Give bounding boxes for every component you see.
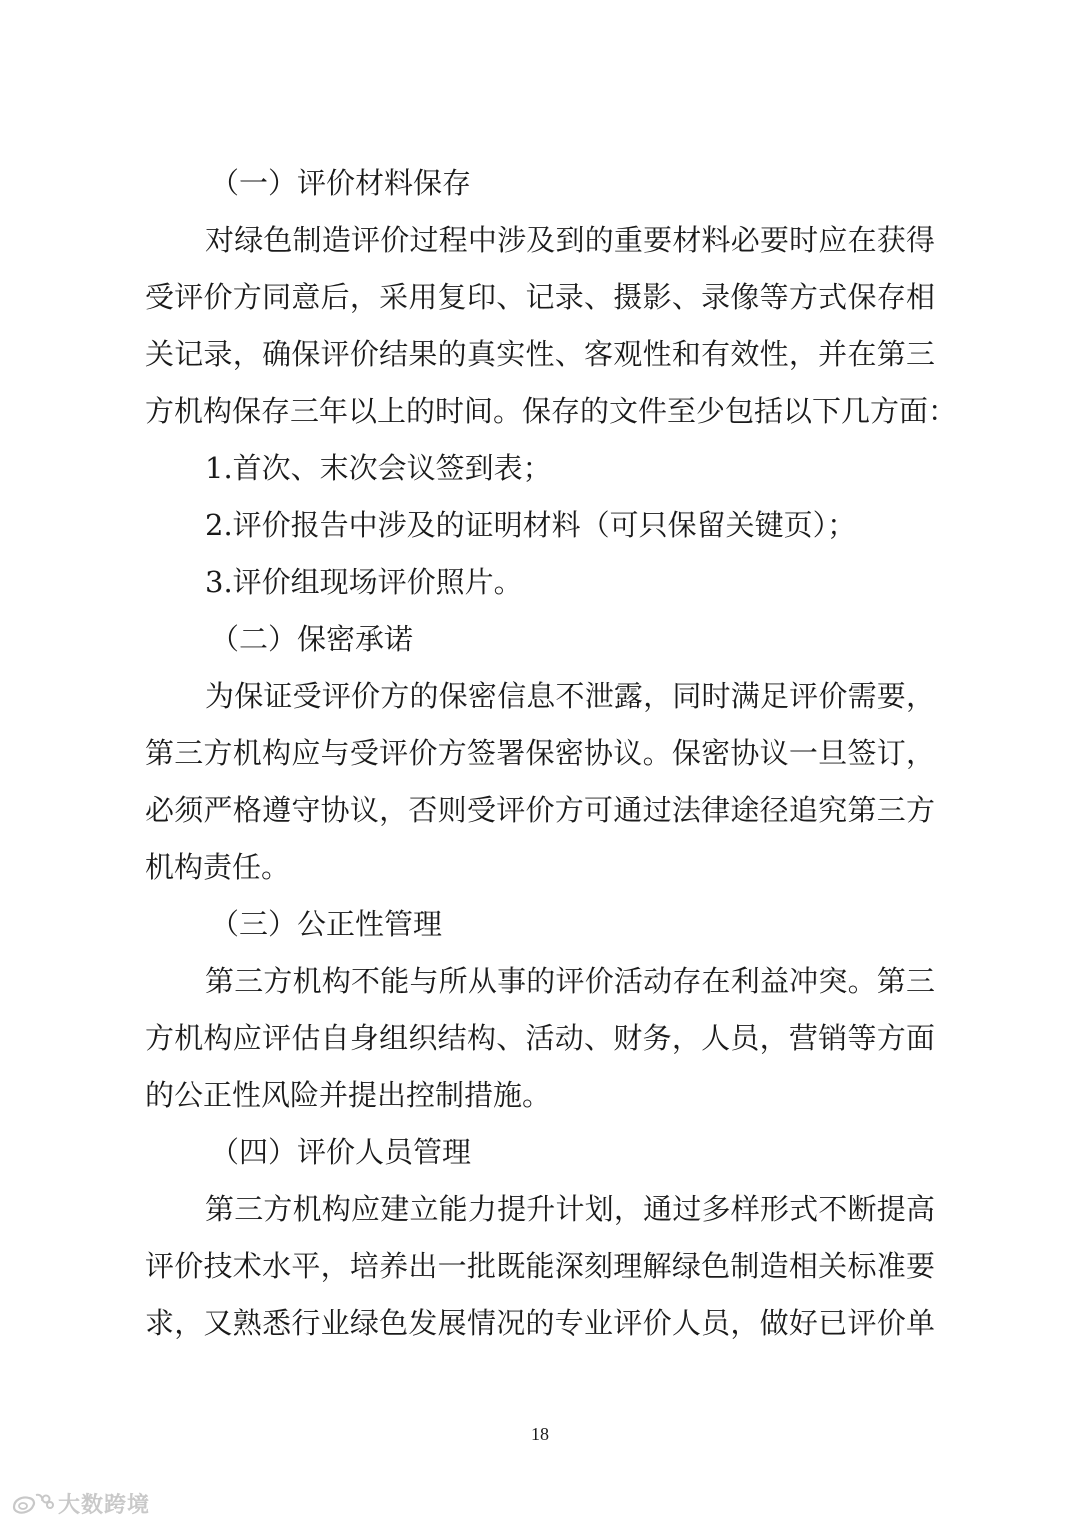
paragraph-line: 方机构保存三年以上的时间。保存的文件至少包括以下几方面： [145, 394, 958, 428]
paragraph-line: 评价技术水平，培养出一批既能深刻理解绿色制造相关标准要 [145, 1249, 935, 1283]
list-item: 3.评价组现场评价照片。 [205, 565, 523, 599]
section-heading-impartiality: （三）公正性管理 [210, 907, 443, 941]
list-item: 1.首次、末次会议签到表； [205, 451, 552, 485]
paragraph-line: 受评价方同意后，采用复印、记录、摄影、录像等方式保存相 [145, 280, 935, 314]
paragraph-line: 的公正性风险并提出控制措施。 [145, 1078, 552, 1112]
watermark-text: 大数跨境 [58, 1492, 151, 1518]
paragraph-line: 为保证受评价方的保密信息不泄露，同时满足评价需要， [205, 679, 935, 713]
paragraph-line: 方机构应评估自身组织结构、活动、财务，人员，营销等方面 [145, 1021, 935, 1055]
list-item: 2.评价报告中涉及的证明材料（可只保留关键页）； [205, 508, 857, 542]
paragraph-line: 第三方机构应与受评价方签署保密协议。保密协议一旦签订， [145, 736, 935, 770]
watermark [8, 1487, 150, 1519]
paragraph-line: 第三方机构应建立能力提升计划，通过多样形式不断提高 [205, 1192, 935, 1226]
paragraph-line: 必须严格遵守协议，否则受评价方可通过法律途径追究第三方 [145, 793, 935, 827]
page-number: 18 [531, 1424, 549, 1444]
weibo-logo-icon [8, 1489, 54, 1517]
paragraph-line: 机构责任。 [145, 850, 291, 884]
section-heading-material-storage: （一）评价材料保存 [210, 166, 472, 200]
paragraph-line: 关记录，确保评价结果的真实性、客观性和有效性，并在第三 [145, 337, 935, 371]
section-heading-confidentiality: （二）保密承诺 [210, 622, 414, 656]
paragraph-line: 对绿色制造评价过程中涉及到的重要材料必要时应在获得 [205, 223, 935, 257]
paragraph-line: 第三方机构不能与所从事的评价活动存在利益冲突。第三 [205, 964, 935, 998]
paragraph-line: 求，又熟悉行业绿色发展情况的专业评价人员，做好已评价单 [145, 1306, 935, 1340]
section-heading-evaluator-management: （四）评价人员管理 [210, 1135, 472, 1169]
